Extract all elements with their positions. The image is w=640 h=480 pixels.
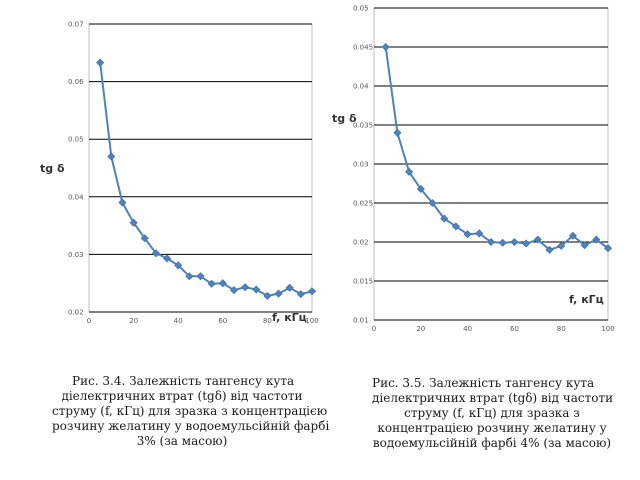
- caption-line: Рис. 3.5. Залежність тангенсу кута: [372, 376, 595, 390]
- x-tick-label: 40: [463, 325, 473, 333]
- x-tick-label: 20: [129, 317, 139, 325]
- y-axis-label-right: tg δ: [332, 112, 357, 125]
- x-tick-label: 40: [173, 317, 183, 325]
- data-point-marker: [275, 290, 282, 297]
- y-tick-label: 0.025: [353, 199, 374, 208]
- y-tick-label: 0.02: [68, 308, 84, 317]
- x-tick-label: 100: [601, 325, 615, 333]
- y-tick-label: 0.015: [353, 277, 374, 286]
- x-tick-label: 0: [371, 325, 377, 333]
- y-tick-label: 0.02: [353, 238, 369, 247]
- data-point-marker: [242, 284, 249, 291]
- caption-line: розчину желатину у водоемульсійній фарбі: [52, 419, 330, 433]
- y-tick-label: 0.07: [68, 20, 84, 29]
- y-tick-label: 0.04: [68, 193, 84, 202]
- data-point-marker: [308, 288, 315, 295]
- caption-line: Рис. 3.4. Залежність тангенсу кута: [72, 374, 295, 388]
- data-point-marker: [108, 153, 115, 160]
- y-tick-label: 0.04: [353, 82, 369, 91]
- data-point-marker: [394, 129, 401, 136]
- y-tick-label: 0.03: [353, 160, 369, 169]
- figure-caption-right: [372, 376, 612, 451]
- y-tick-label: 0.06: [68, 78, 84, 87]
- data-point-marker: [382, 43, 389, 50]
- x-tick-label: 80: [262, 317, 272, 325]
- figure-caption-left: [52, 374, 330, 449]
- y-tick-label: 0.01: [353, 316, 369, 325]
- caption-line: 3% (за масою): [136, 434, 228, 448]
- caption-line: діелектричних втрат (tgδ) від частоти: [372, 391, 614, 405]
- x-tick-label: 0: [86, 317, 92, 325]
- y-tick-label: 0.045: [353, 43, 374, 52]
- series-line: [386, 47, 608, 250]
- x-tick-label: 20: [416, 325, 426, 333]
- x-axis-label-right: f, кГц: [569, 293, 604, 306]
- chart-right: [332, 5, 615, 334]
- data-point-marker: [523, 240, 530, 247]
- x-tick-label: 60: [218, 317, 228, 325]
- x-tick-label: 80: [556, 325, 566, 333]
- data-point-marker: [499, 239, 506, 246]
- y-tick-label: 0.05: [68, 135, 84, 144]
- caption-line: струму (f, кГц) для зразка з: [404, 406, 580, 420]
- y-tick-label: 0.03: [68, 250, 84, 259]
- plot-area-border: [89, 24, 312, 312]
- y-axis-label-left: tg δ: [40, 162, 65, 175]
- caption-line: струму (f, кГц) для зразка з концентрацією: [52, 404, 328, 418]
- series-line: [100, 63, 312, 296]
- data-point-marker: [511, 238, 518, 245]
- data-point-marker: [97, 59, 104, 66]
- caption-line: діелектричних втрат (tgδ) від частоти: [61, 389, 303, 403]
- chart-left: [40, 21, 319, 326]
- data-point-marker: [119, 199, 126, 206]
- caption-line: водоемульсійній фарбі 4% (за масою): [372, 436, 612, 450]
- caption-line: концентрацією розчину желатину у: [377, 421, 607, 435]
- x-axis-label-left: f, кГц: [272, 311, 307, 324]
- x-tick-label: 100: [305, 317, 319, 325]
- y-tick-label: 0.035: [353, 121, 374, 130]
- x-tick-label: 60: [509, 325, 519, 333]
- y-tick-label: 0.05: [353, 4, 369, 13]
